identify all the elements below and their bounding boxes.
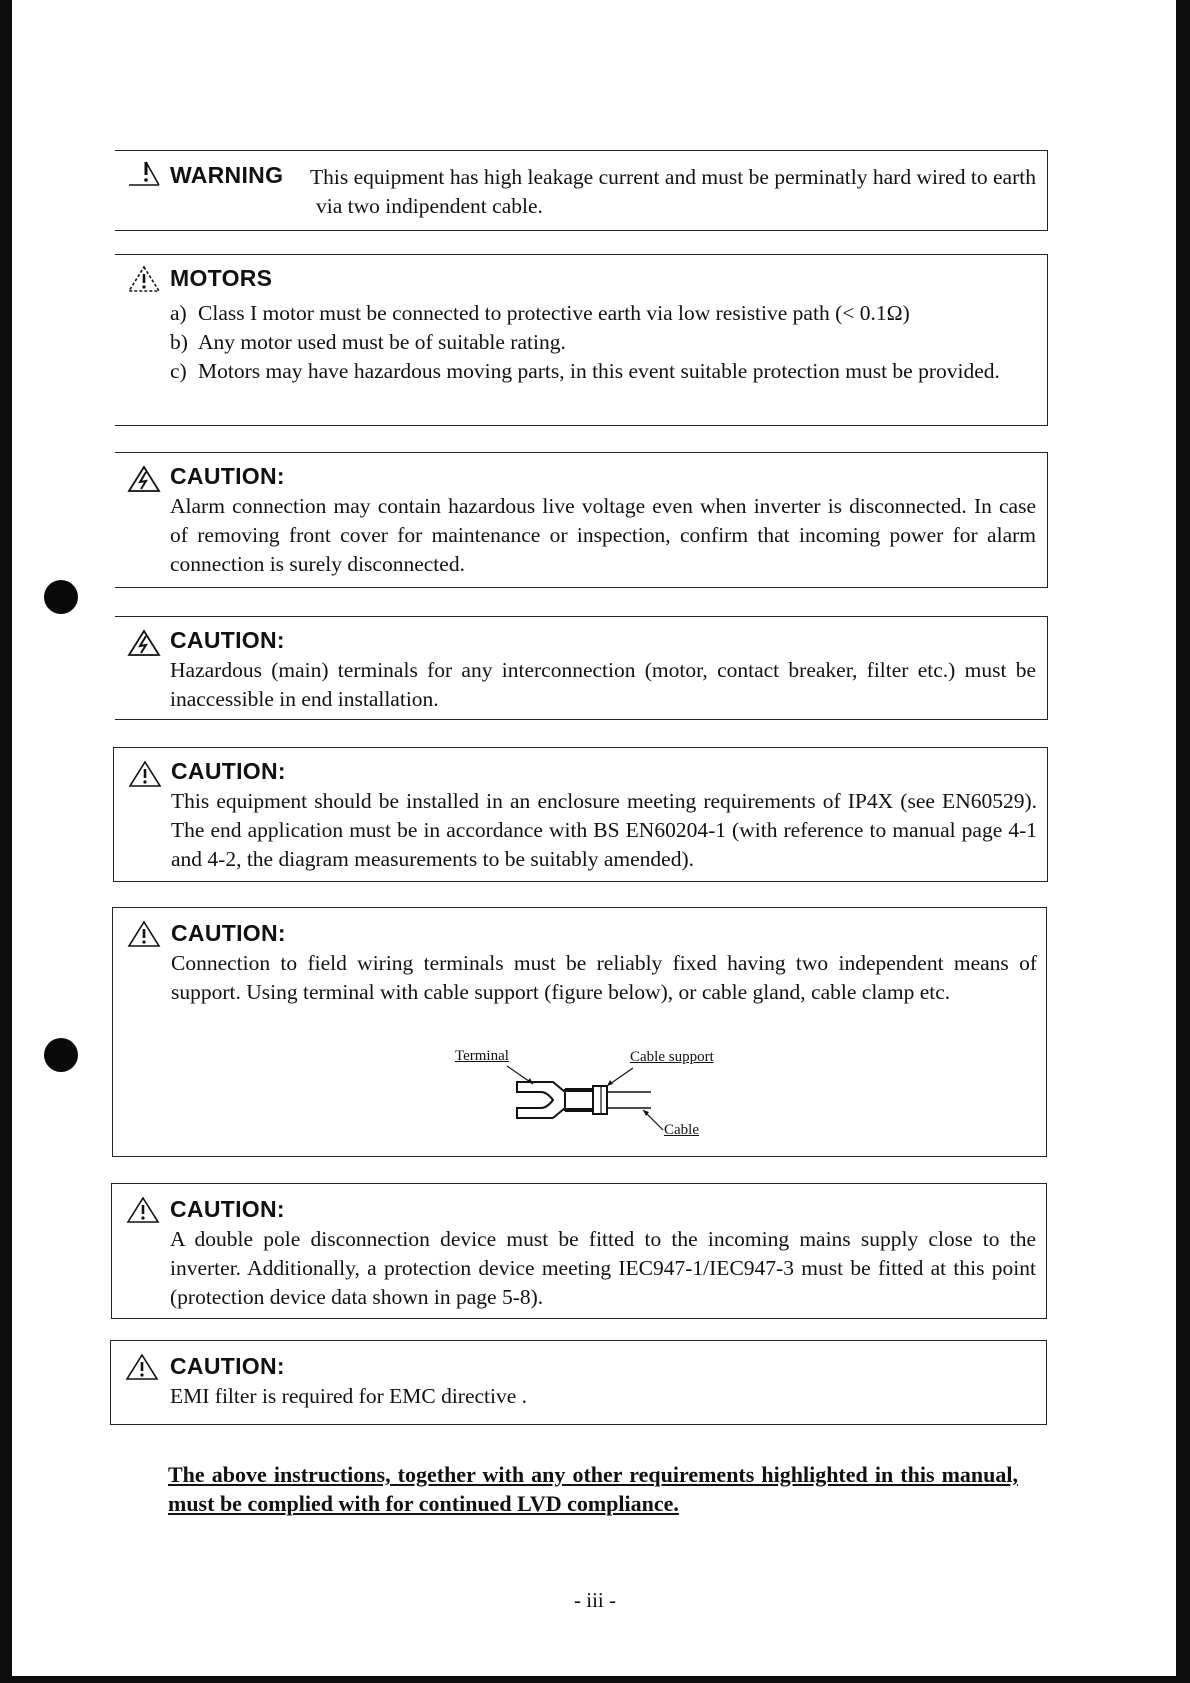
caution-title: CAUTION: <box>170 627 285 653</box>
caution-emi-box <box>110 1340 1047 1425</box>
caution-disconnect-box <box>111 1183 1047 1319</box>
page-edge-bottom <box>0 1676 1190 1683</box>
list-item: a) Class I motor must be connected to protective earth via low resistive path (< 0.1Ω) <box>170 301 910 325</box>
warning-triangle-icon <box>127 159 161 187</box>
caution-triangle-icon <box>127 920 161 948</box>
caution-title: CAUTION: <box>170 1196 285 1222</box>
terminal-cable-figure <box>503 1060 673 1136</box>
list-item: b) Any motor used must be of suitable rating. <box>170 330 566 354</box>
caution-triangle-icon <box>128 760 162 788</box>
caution-title: CAUTION: <box>170 463 285 489</box>
list-item: c) Motors may have hazardous moving parts, in this event suitable protection must be provided. <box>170 359 1000 383</box>
motors-title: MOTORS <box>170 265 273 291</box>
page-number: - iii - <box>574 1588 616 1612</box>
page-edge-left <box>0 0 12 1683</box>
caution-enclosure-box <box>113 747 1048 882</box>
page-edge-right <box>1176 0 1190 1683</box>
caution-high-voltage-icon <box>127 465 161 493</box>
caution-wiring-text: Connection to field wiring terminals must be reliably fixed having two independent means of support. Using terminal with cable support (figure below), or cable gland, cable clamp etc. <box>171 951 1037 1004</box>
terminal-label: Terminal <box>455 1048 509 1064</box>
caution-alarm-text: Alarm connection may contain hazardous live voltage even when inverter is disconnected. In case of removing front cover for maintenance or inspection, confirm that incoming power for alarm connection is surely disconnected. <box>170 494 1036 576</box>
caution-terminals-text: Hazardous (main) terminals for any interconnection (motor, contact breaker, filter etc.) must be inaccessible in end installation. <box>170 658 1036 711</box>
warning-title: WARNING <box>170 162 284 188</box>
warning-text: This equipment has high leakage current and must be perminatly hard wired to earth via two indipendent cable. <box>310 165 1036 218</box>
caution-triangle-icon <box>125 1353 159 1381</box>
cable-support-label: Cable support <box>630 1049 714 1065</box>
caution-triangle-icon <box>126 1196 160 1224</box>
caution-title: CAUTION: <box>171 920 286 946</box>
caution-high-voltage-icon <box>127 629 161 657</box>
caution-wiring-box <box>112 907 1047 1157</box>
punch-hole-lower <box>44 1038 78 1072</box>
lvd-compliance-note: The above instructions, together with any other requirements highlighted in this manual, must be complied with for continued LVD compliance. <box>168 1462 1018 1516</box>
caution-title: CAUTION: <box>170 1353 285 1379</box>
warning-triangle-icon <box>127 265 161 293</box>
caution-disconnect-text: A double pole disconnection device must be fitted to the incoming mains supply close to the inverter. Additionally, a protection device meeting IEC947-1/IEC947-3 must be fitted at this point (protection device data shown in page 5-8). <box>170 1227 1036 1309</box>
caution-enclosure-text: This equipment should be installed in an enclosure meeting requirements of IP4X (see EN60529). The end application must be in accordance with BS EN60204-1 (with reference to manual page 4-1 and 4-2, the diagram measurements to be suitably amended). <box>171 789 1037 871</box>
caution-alarm-box <box>115 452 1048 588</box>
warning-box <box>115 150 1048 231</box>
motors-box <box>115 254 1048 426</box>
cable-label: Cable <box>664 1122 699 1138</box>
caution-terminals-box <box>115 616 1048 720</box>
caution-title: CAUTION: <box>171 758 286 784</box>
motors-list <box>170 299 1036 386</box>
caution-emi-text: EMI filter is required for EMC directive . <box>170 1384 528 1408</box>
punch-hole-upper <box>44 580 78 614</box>
